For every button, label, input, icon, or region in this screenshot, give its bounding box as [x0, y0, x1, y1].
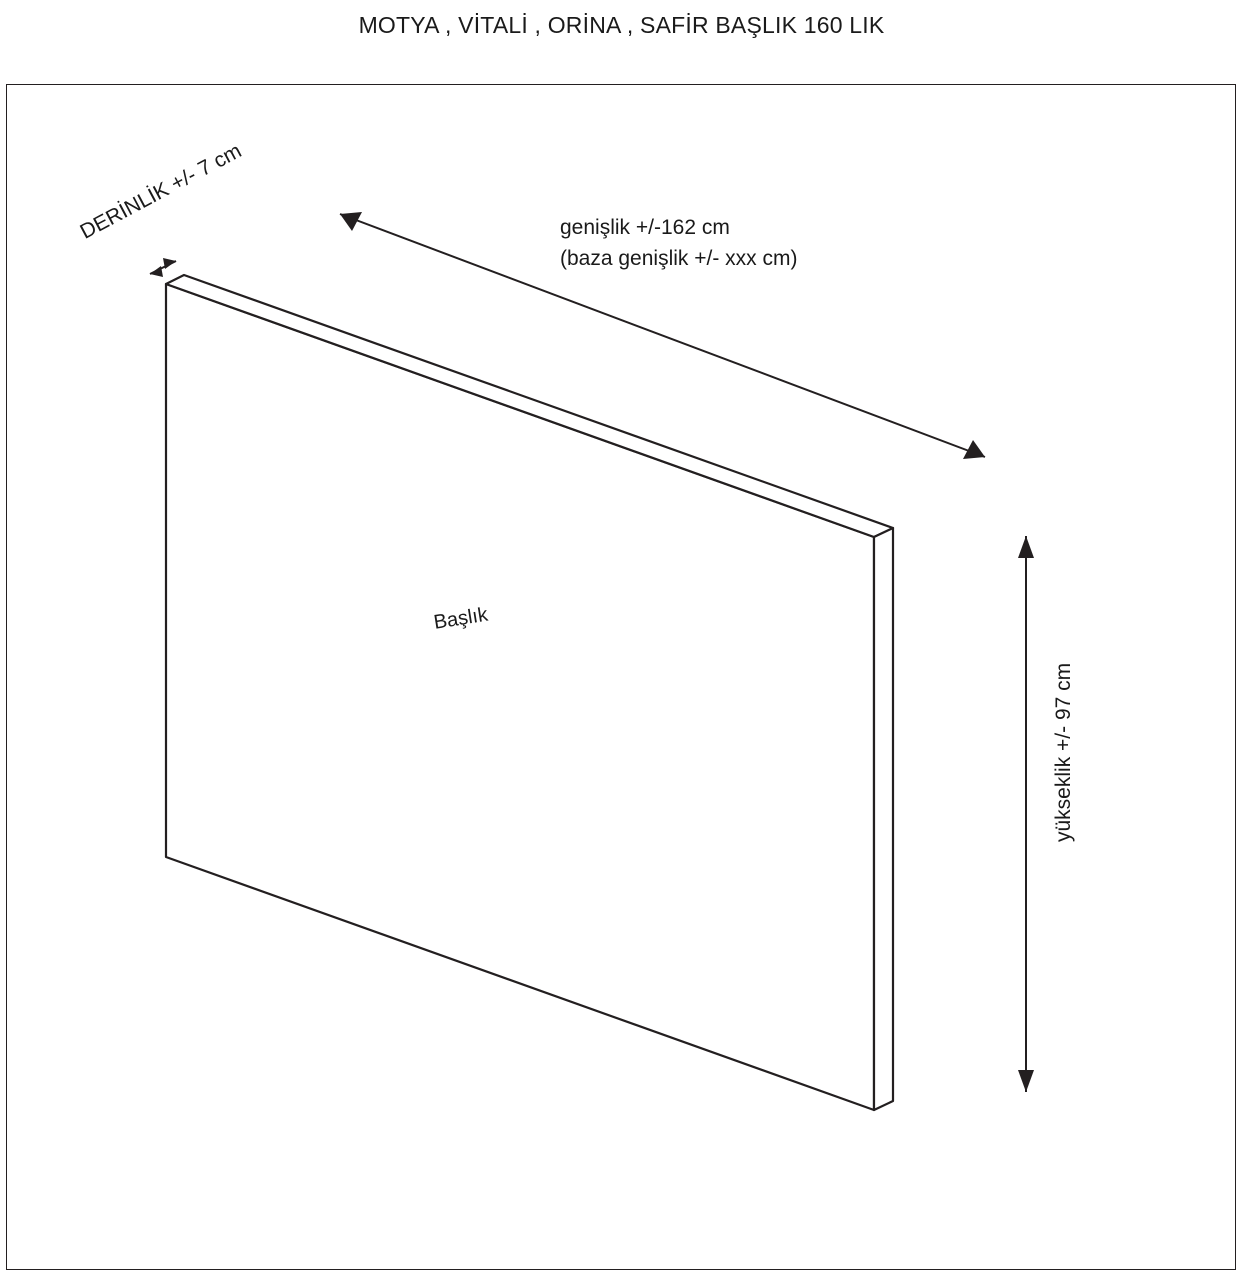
height-dimension-label: yükseklik +/- 97 cm [1052, 662, 1075, 842]
depth-dimension-arrow [150, 258, 176, 277]
width-dimension-line2: (baza genişlik +/- xxx cm) [560, 247, 798, 270]
width-dimension-label [560, 212, 797, 274]
panel-side-edge [874, 528, 893, 1110]
height-dimension-arrow [1018, 536, 1034, 1092]
panel-name-label: Başlık [432, 603, 490, 634]
page-title: MOTYA , VİTALİ , ORİNA , SAFİR BAŞLIK 160 LIK [358, 12, 885, 38]
depth-dimension-label: DERİNLİK +/- 7 cm [76, 139, 246, 244]
width-dimension-line1: genişlik +/-162 cm [560, 216, 730, 239]
